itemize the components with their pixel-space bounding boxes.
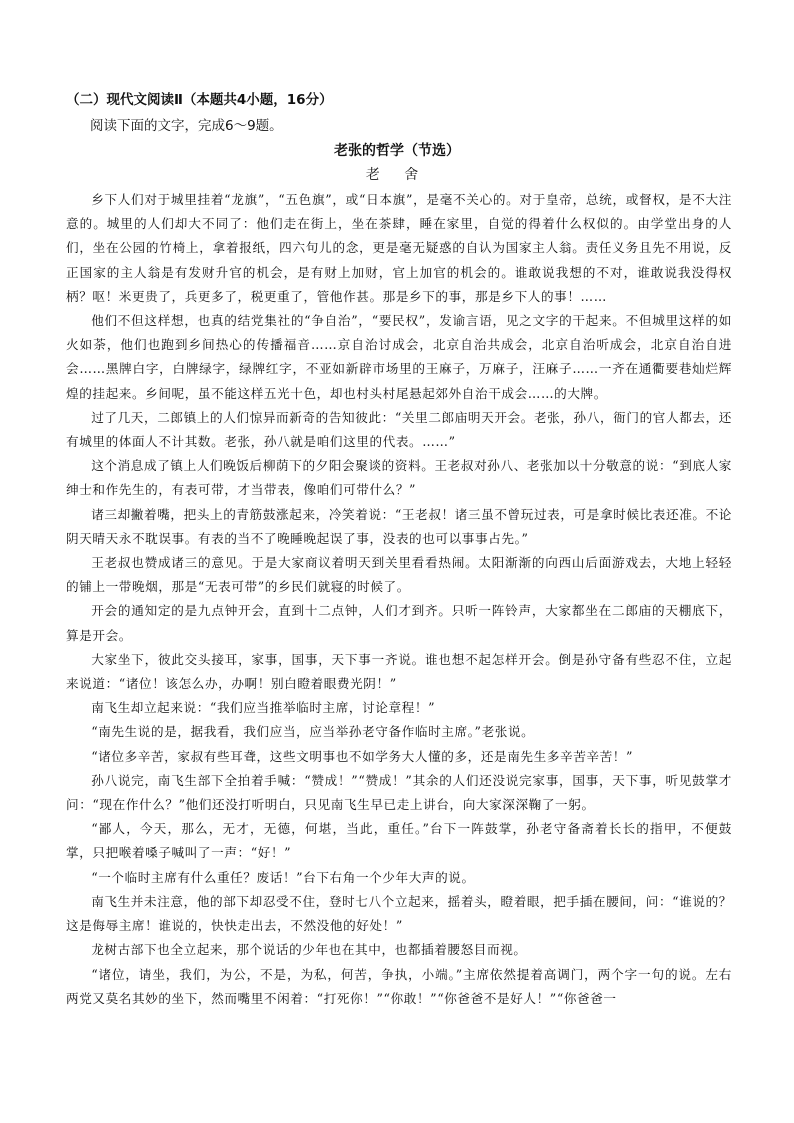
paragraph: “一个临时主席有什么重任？废话！”台下右角一个少年大声的说。 [91, 869, 475, 885]
paragraph: “鄙人，今天，那么，无才，无德，何堪，当此，重任。”台下一阵鼓掌，孙老守备斋着长长的指甲，不便鼓掌，只把喉着嗓子喊叫了一声：“好！” [66, 821, 732, 861]
paragraph: 过了几天，二郎镇上的人们惊异而新奇的告知彼此：“关里二郎庙明天开会。老张，孙八，衙门的官人都去，还有城里的体面人不计其数。老张，孙八就是咱们这里的代表。……” [66, 409, 732, 450]
paragraph: “诸位，请坐，我们，为公，不是，为私，何苦，争执，小端。”主席依然提着高调门，两个字一句的说。左右两党又莫名其妙的坐下，然而嘴里不闲着：“打死你！”“你敢！”“你爸爸不是好人！”“你爸爸一 [66, 966, 732, 1006]
paragraph: 这个消息成了镇上人们晚饭后柳荫下的夕阳会聚谈的资料。王老叔对孙八、老张加以十分敬意的说：“到底人家绅士和作先生的，有表可带，才当带表，像咱们可带什么？” [66, 458, 732, 498]
article-body [66, 188, 732, 1011]
article-title: 老张的哲学（节选） [334, 143, 460, 159]
section-heading: （二）现代文阅读Ⅱ（本题共4小题，16分） [66, 92, 333, 108]
paragraph: 孙八说完，南飞生部下全拍着手喊：“赞成！”“赞成！”其余的人们还没说完家事，国事，天下事，听见鼓掌才问：“现在作什么？”他们还没打听明白，只见南飞生早已走上讲台，向大家深深鞠了一躬。 [66, 772, 732, 813]
paragraph: 他们不但这样想，也真的结党集社的“争自治”，“要民权”，发谕言语，见之文字的干起来。不但城里这样的如火如荼，他们也跑到乡间热心的传播福音……京自治讨成会，北京自治共成会，北京自治听成会，北京自治自进会……黑牌白字，白牌绿字，绿牌红字，不亚如新辟市场里的王麻子，万麻子，汪麻子……一齐在通衢要巷灿烂辉煌的挂起来。乡间呢，虽不能这样五光十色，却也村头村尾悬起郊外自治干成会……的大牌。 [66, 313, 732, 401]
paragraph: 南飞生却立起来说：“我们应当推举临时主席，讨论章程！” [91, 700, 436, 716]
paragraph: “南先生说的是，据我看，我们应当，应当举孙老守备作临时主席。”老张说。 [91, 724, 535, 740]
paragraph: 王老叔也赞成诸三的意见。于是大家商议着明天到关里看看热闹。太阳渐渐的向西山后面游戏去，大地上轻轻的铺上一带晚烟，那是“无表可带”的乡民们就寝的时候了。 [66, 555, 732, 595]
paragraph: 大家坐下，彼此交头接耳，家事，国事，天下事一齐说。谁也想不起怎样开会。倒是孙守备有些忍不住，立起来说道：“诸位！该怎么办，办啊！别白瞪着眼费光阴！” [66, 651, 732, 692]
paragraph: “诸位多辛苦，家叔有些耳聋，这些文明事也不如学务大人懂的多，还是南先生多辛苦辛苦！” [91, 748, 634, 764]
paragraph: 南飞生并未注意，他的部下却忍受不住，登时七八个立起来，摇着头，瞪着眼，把手插在腰间，问：“谁说的？这是侮辱主席！谁说的，快快走出去，不然没他的好处！” [66, 893, 732, 934]
paragraph: 诸三却撇着嘴，把头上的青筋鼓涨起来，冷笑着说：“王老叔！诸三虽不曾玩过表，可是拿时候比表还准。不论阴天晴天永不耽误事。有表的当不了晚睡晚起误了事，没表的也可以事事占先。” [66, 506, 732, 546]
article-author: 老 舍 [365, 167, 429, 183]
paragraph: 乡下人们对于城里挂着“龙旗”，“五色旗”，或“日本旗”，是毫不关心的。对于皇帝，总统，或督权，是不大注意的。城里的人们却大不同了：他们走在街上，坐在茶肆，睡在家里，自觉的得着什么权似的。由学堂出身的人们，坐在公园的竹椅上，拿着报纸，四六句儿的念，更是毫无疑惑的自认为国家主人翁。责任义务且先不用说，反正国家的主人翁是有发财升官的机会，是有财上加财，官上加官的机会的。谁敢说我想的不对，谁敢说我没得权柄？呕！米更贵了，兵更多了，税更重了，管他作甚。那是乡下的事，那是乡下人的事！…… [66, 192, 732, 304]
paragraph: 开会的通知定的是九点钟开会，直到十二点钟，人们才到齐。只听一阵铃声，大家都坐在二郎庙的天棚底下，算是开会。 [66, 603, 732, 643]
reading-instruction: 阅读下面的文字，完成6～9题。 [90, 118, 283, 134]
paragraph: 龙树古部下也全立起来，那个说话的少年也在其中，也都插着腰怒目而视。 [91, 942, 527, 958]
